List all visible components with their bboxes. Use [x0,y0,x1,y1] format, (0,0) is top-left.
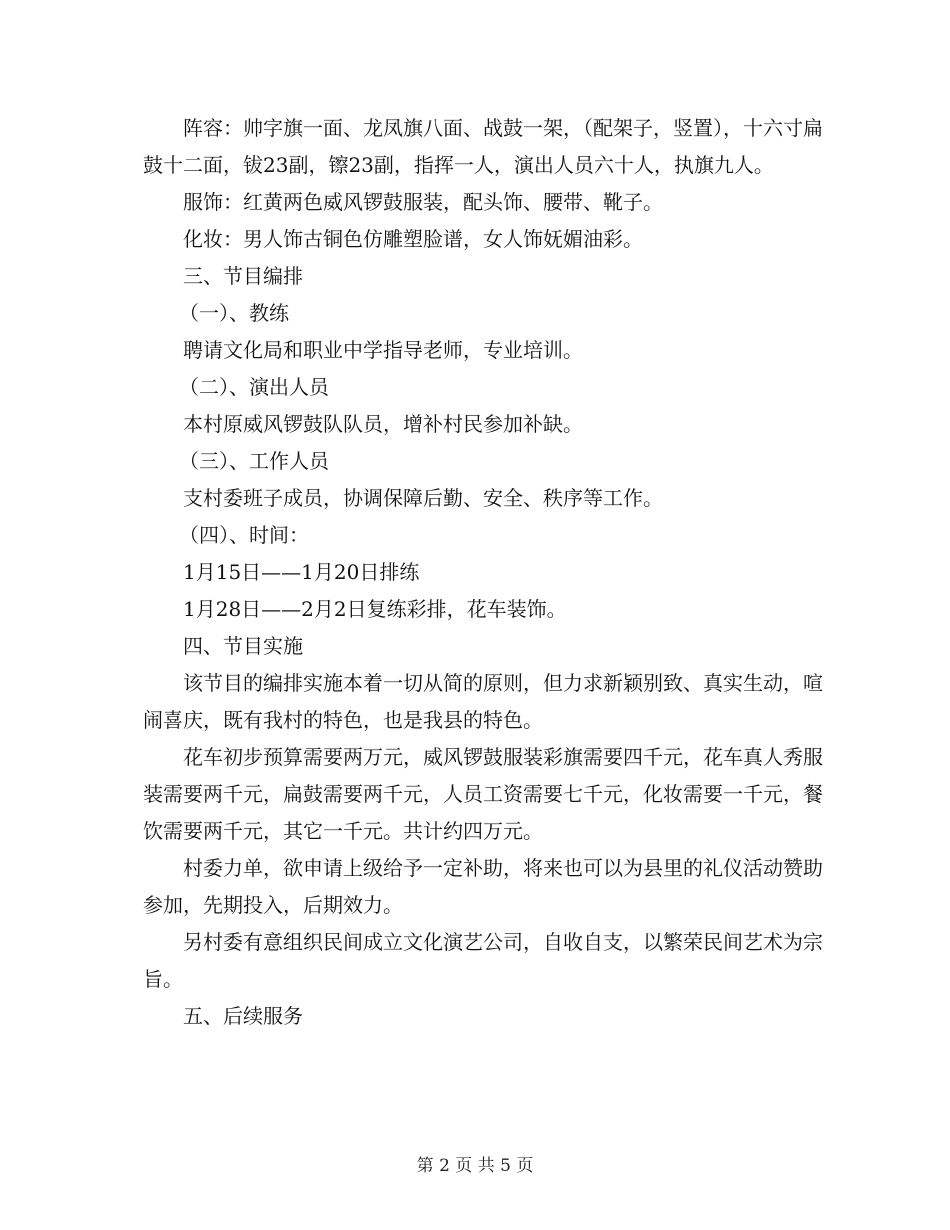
paragraph-makeup: 化妆：男人饰古铜色仿雕塑脸谱，女人饰妩媚油彩。 [183,227,643,251]
page-footer: 第 2 页 共 5 页 [416,1156,534,1176]
paragraph-coach: 聘请文化局和职业中学指导老师，专业培训。 [183,338,583,362]
paragraph-company: 另村委有意组织民间成立文化演艺公司，自收自支，以繁荣民间艺术为宗旨。 [143,930,823,991]
paragraph-costume: 服饰：红黄两色威风锣鼓服装，配头饰、腰带、靴子。 [183,190,663,214]
section-heading-3: 三、节目编排 [183,264,303,288]
subheading-performers: （二）、演出人员 [179,375,329,399]
section-heading-5: 五、后续服务 [183,1004,303,1028]
paragraph-subsidy: 村委力单，欲申请上级给予一定补助，将来也可以为县里的礼仪活动赞助参加，先期投入，后期效力。 [143,856,823,917]
subheading-coach: （一）、教练 [179,301,289,325]
paragraph-lineup: 阵容：帅字旗一面、龙凤旗八面、战鼓一架，（配架子，竖置），十六寸扁鼓十二面，钹23副，镲23副，指挥一人，演出人员六十人，执旗九人。 [143,116,823,177]
section-heading-4: 四、节目实施 [183,634,303,658]
paragraph-time-1: 1月15日——1月20日排练 [183,560,420,584]
paragraph-budget: 花车初步预算需要两万元，威风锣鼓服装彩旗需要四千元，花车真人秀服装需要两千元，扁鼓需要两千元，人员工资需要七千元，化妆需要一千元，餐饮需要两千元，其它一千元。共计约四万元。 [143,745,823,843]
subheading-time: （四）、时间： [179,523,309,547]
paragraph-time-2: 1月28日——2月2日复练彩排，花车装饰。 [183,597,567,621]
document-body [143,110,823,1035]
paragraph-staff: 支村委班子成员，协调保障后勤、安全、秩序等工作。 [183,486,663,510]
paragraph-principle: 该节目的编排实施本着一切从简的原则，但力求新颖别致、真实生动，喧闹喜庆，既有我村的特色，也是我县的特色。 [143,671,823,732]
paragraph-performers: 本村原威风锣鼓队队员，增补村民参加补缺。 [183,412,583,436]
subheading-staff: （三）、工作人员 [179,449,329,473]
